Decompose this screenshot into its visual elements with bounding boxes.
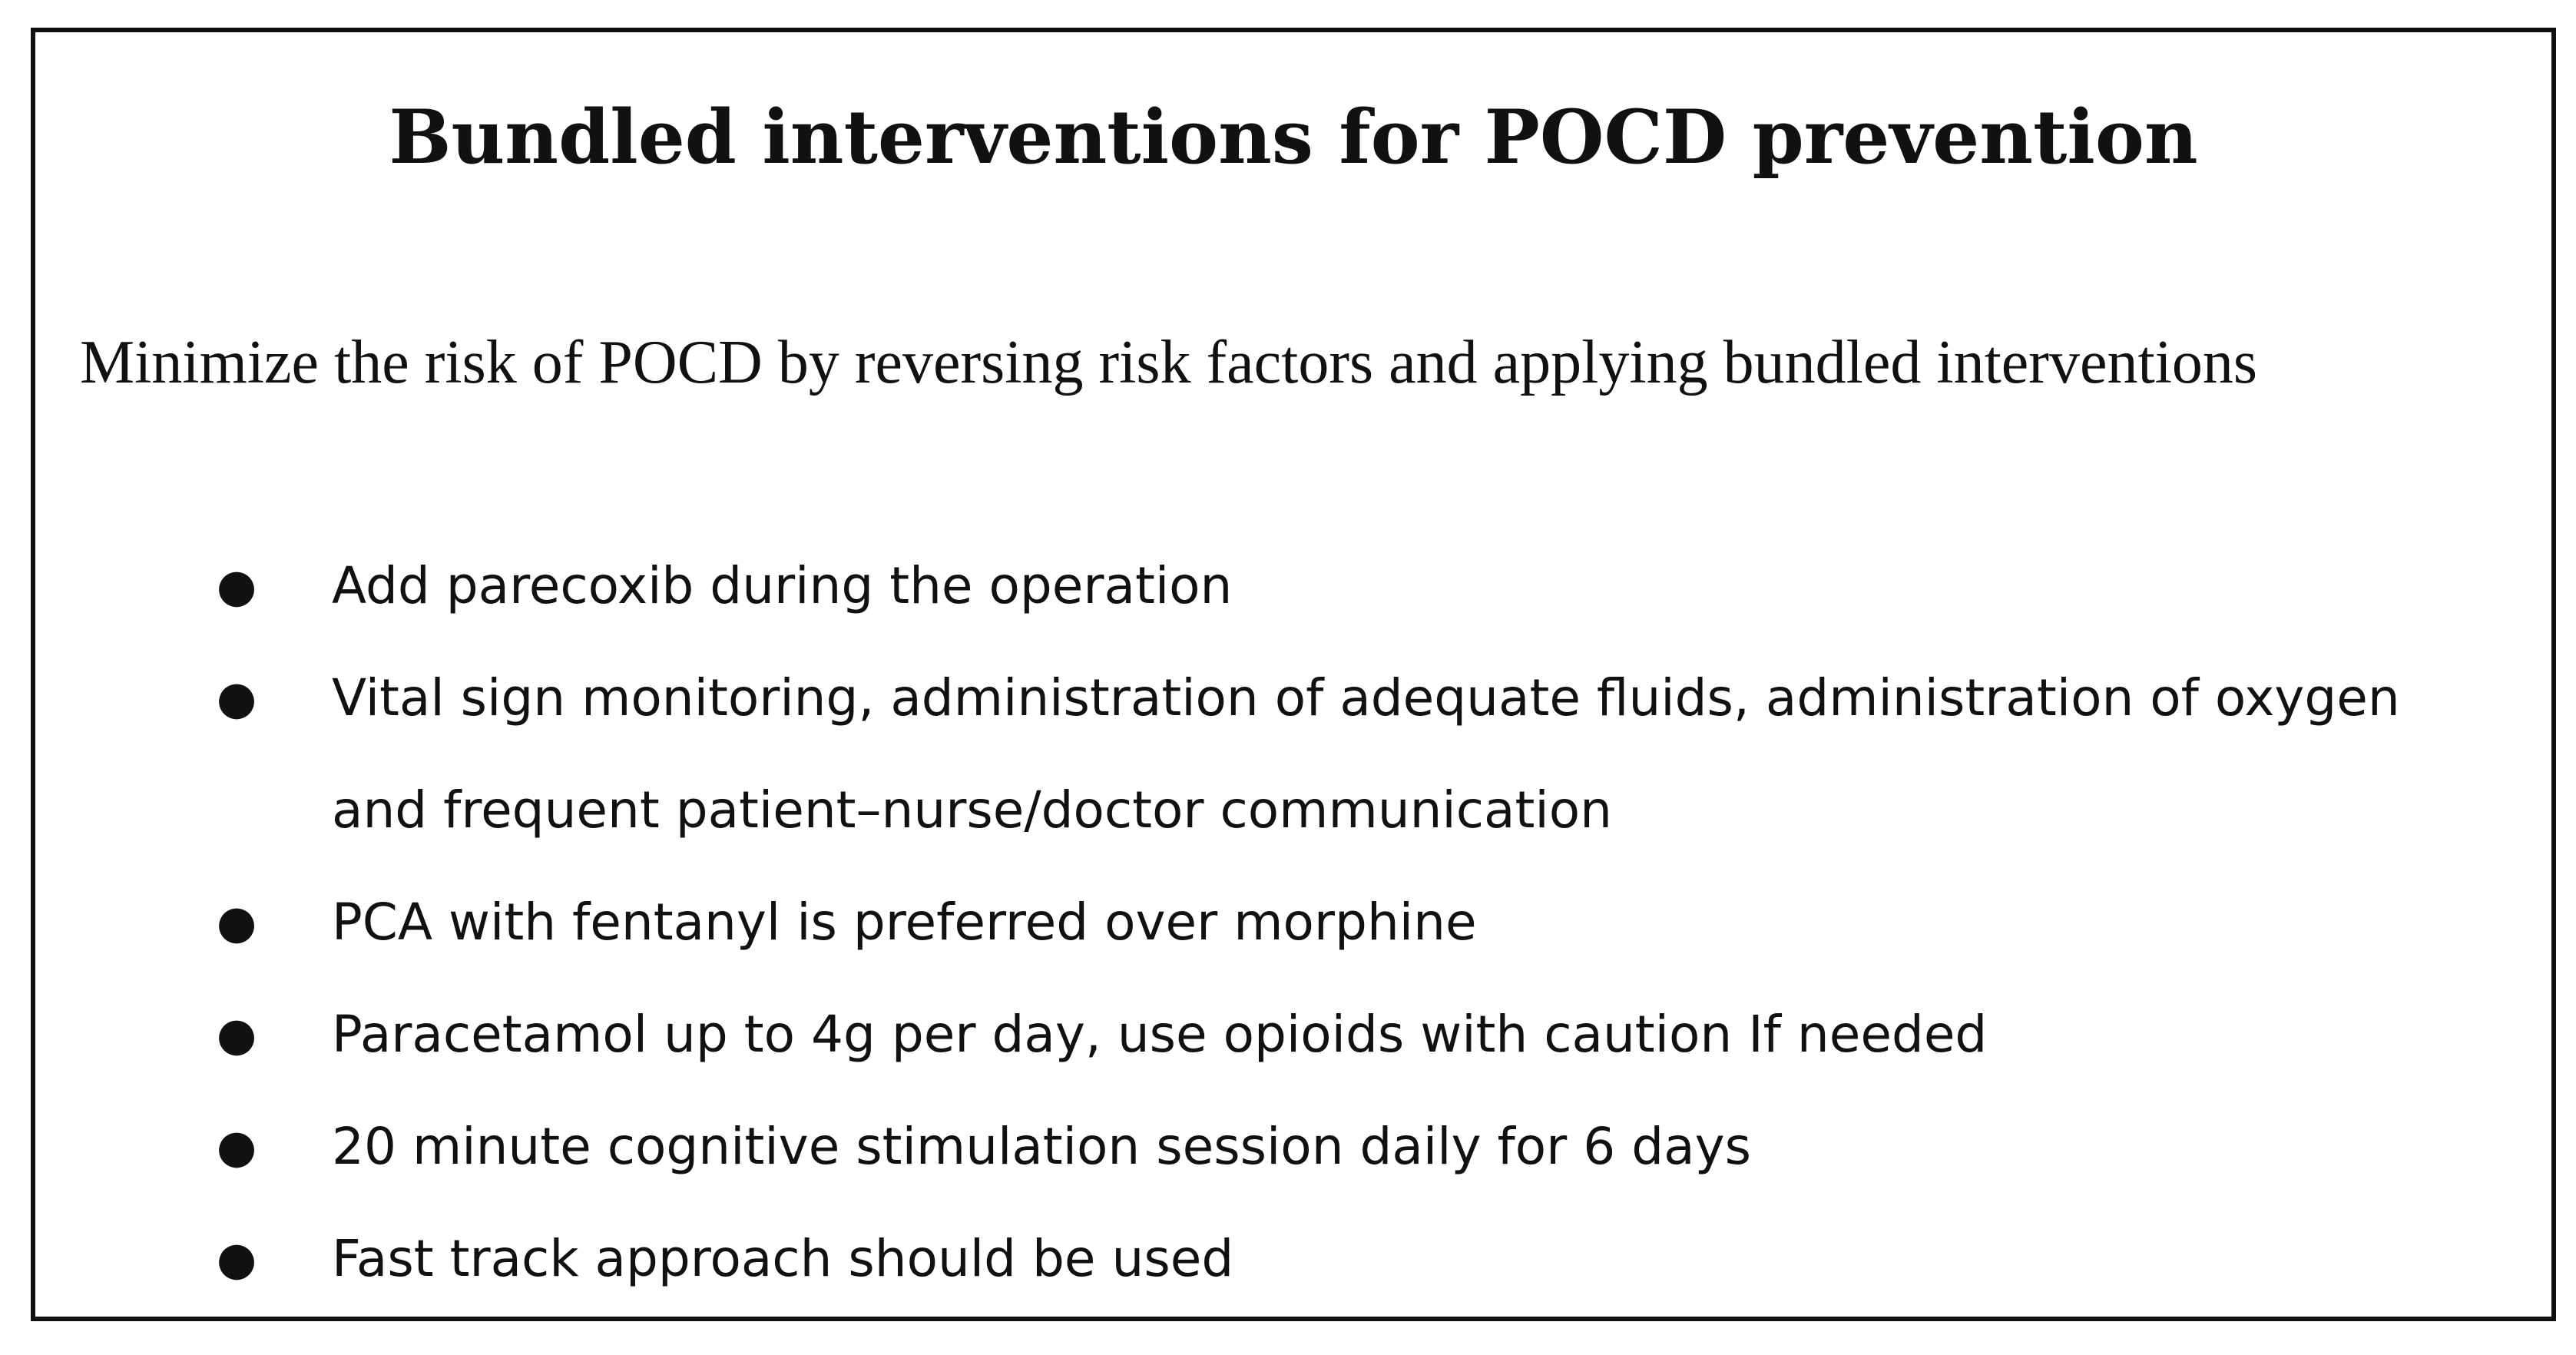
intervention-text: Vital sign monitoring, administration of adequate fluids, administration of oxygen and frequent patient–nurse/doctor communication [332, 668, 2400, 840]
bullet-icon: ● [216, 1120, 257, 1174]
intervention-list [35, 530, 2551, 1315]
list-item [35, 530, 2551, 642]
intervention-text: Fast track approach should be used [332, 1229, 1234, 1288]
intro-text: Minimize the risk of POCD by reversing risk factors and applying bundled interventions [80, 329, 2258, 396]
page-title: Bundled interventions for POCD prevention [389, 94, 2198, 181]
intervention-text: Paracetamol up to 4g per day, use opioids with caution If needed [332, 1005, 1988, 1064]
bullet-icon: ● [216, 1008, 257, 1062]
list-item [35, 1091, 2551, 1203]
intervention-text: Add parecoxib during the operation [332, 556, 1233, 615]
bullet-icon: ● [216, 671, 257, 725]
bullet-icon: ● [216, 1232, 257, 1286]
list-item [35, 979, 2551, 1091]
list-item [35, 866, 2551, 979]
bullet-icon: ● [216, 896, 257, 949]
intervention-text: PCA with fentanyl is preferred over morphine [332, 893, 1477, 952]
list-item [35, 1203, 2551, 1315]
intervention-box [31, 28, 2556, 1321]
list-item [35, 642, 2551, 866]
bullet-icon: ● [216, 559, 257, 613]
intervention-text: 20 minute cognitive stimulation session daily for 6 days [332, 1117, 1752, 1176]
